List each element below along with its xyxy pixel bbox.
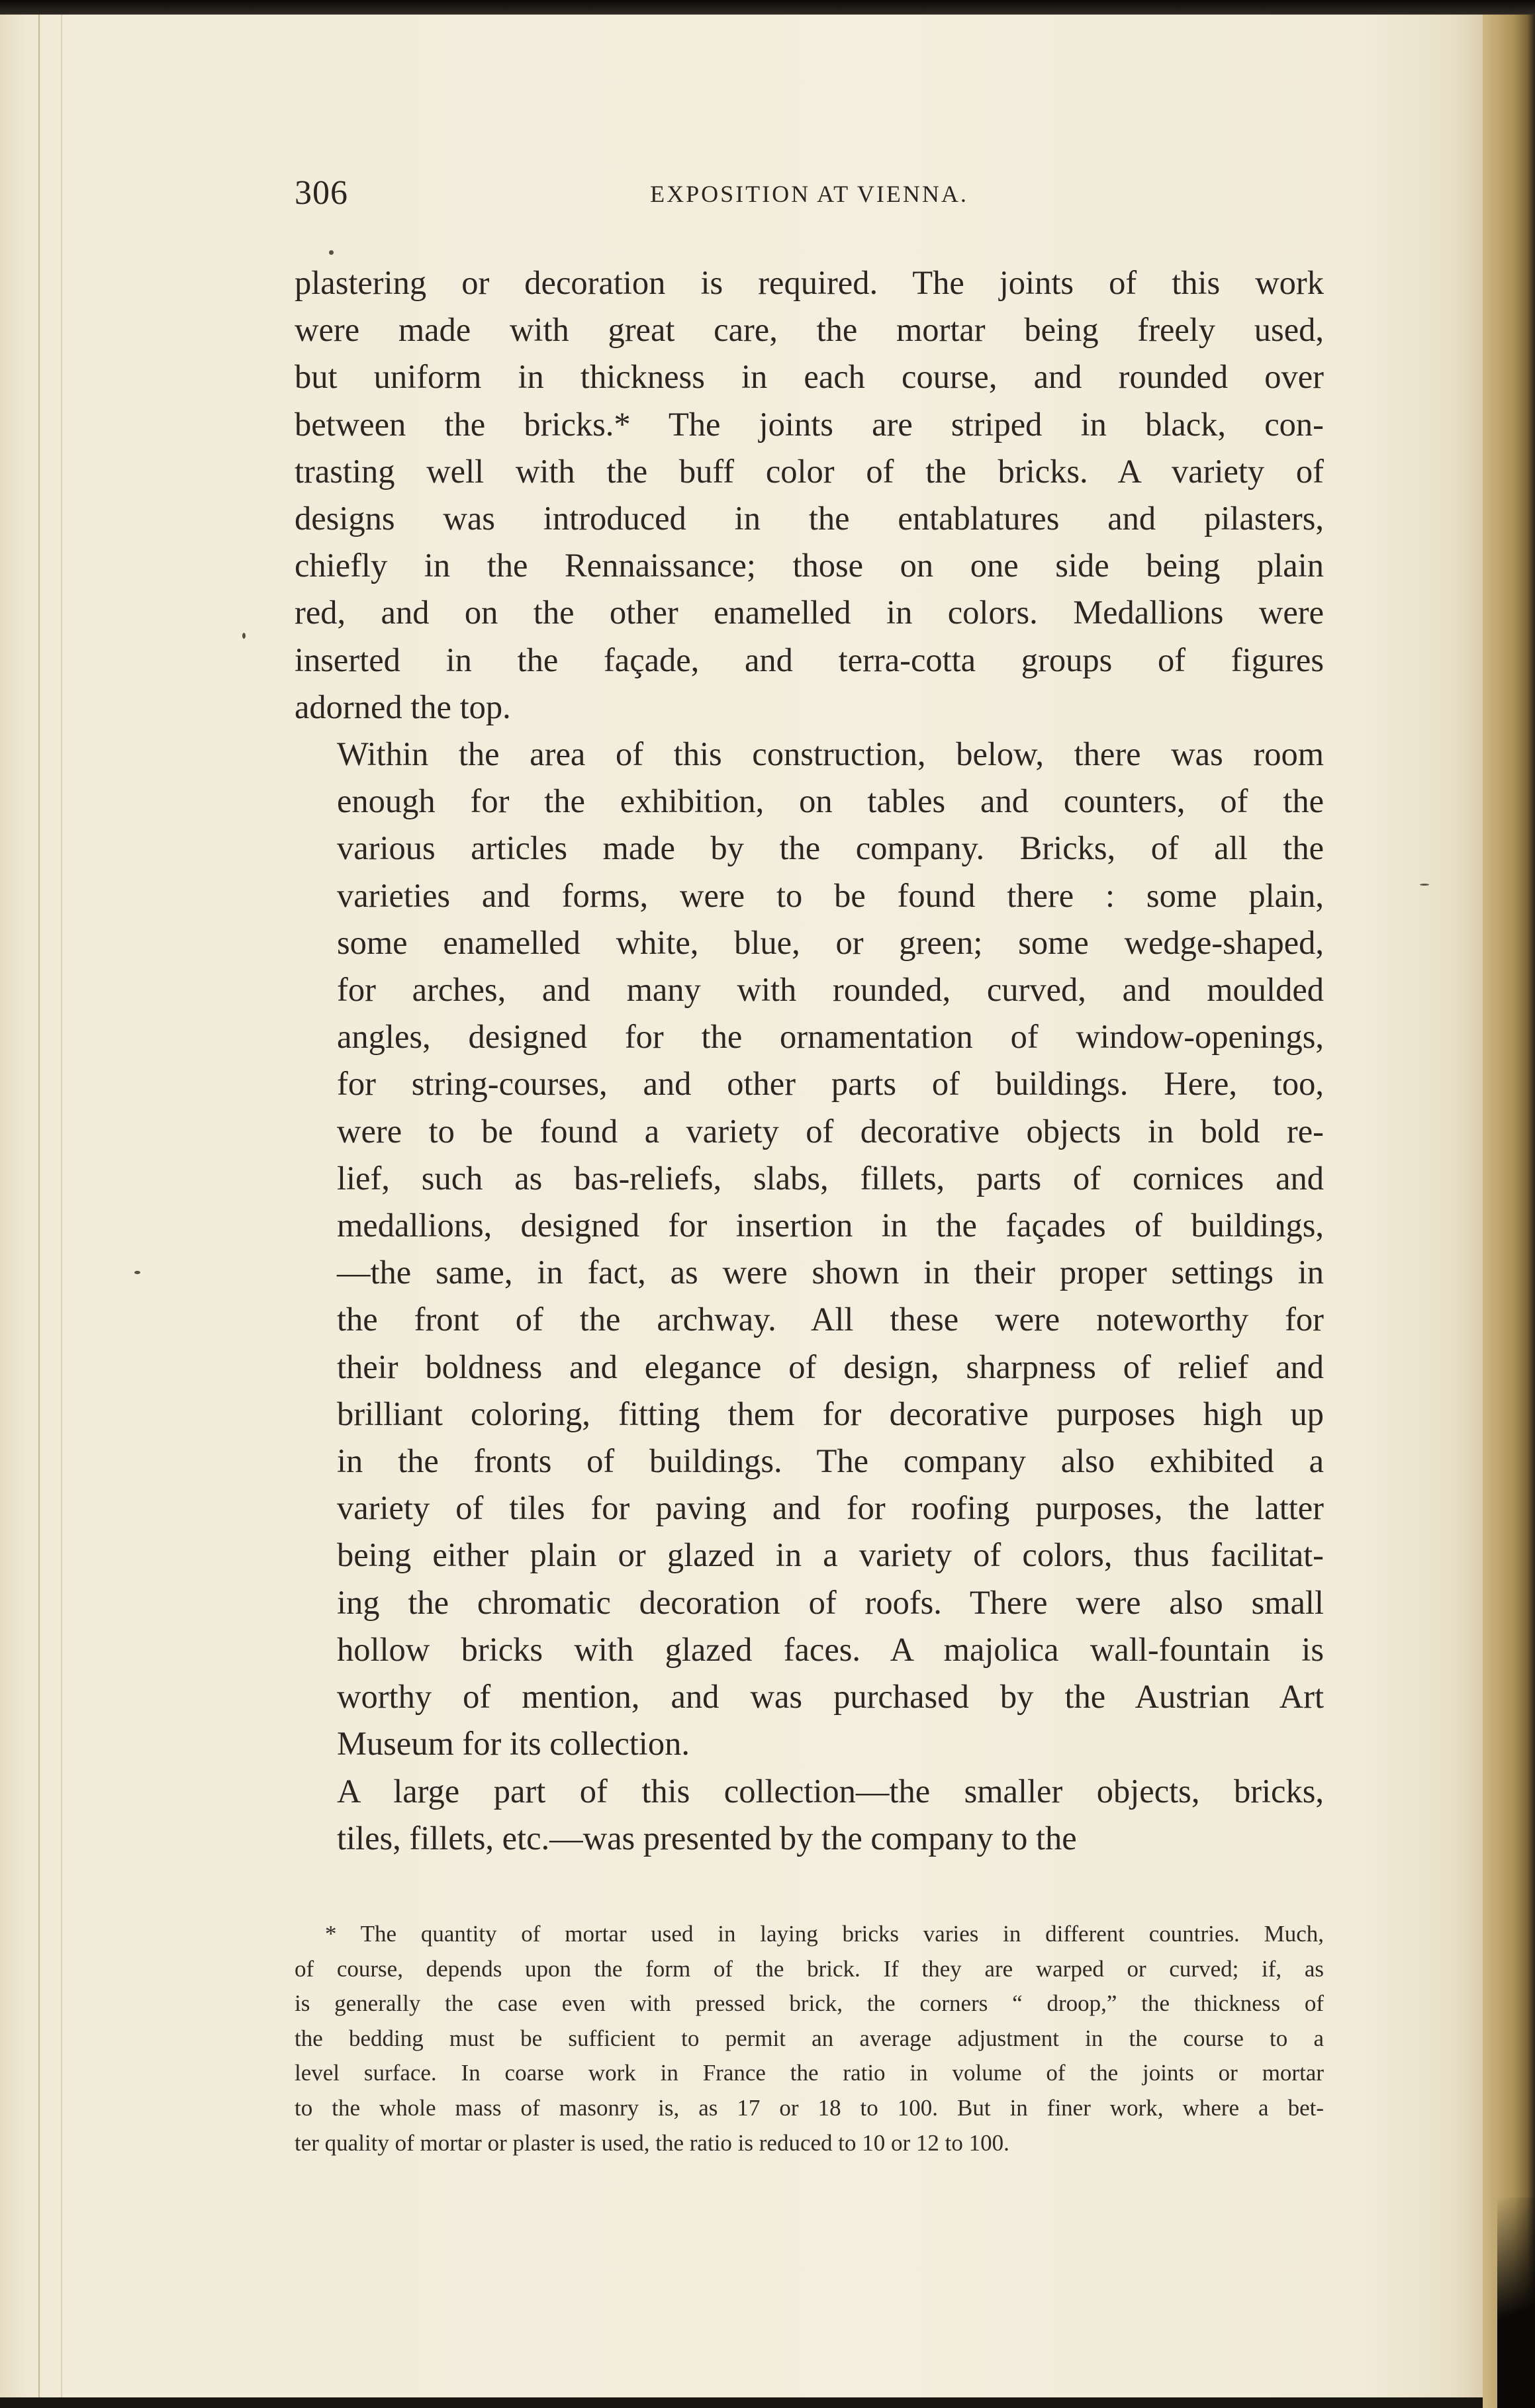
- text-line: adorned the top.: [295, 688, 511, 725]
- text-line: various articles made by the company. Bricks, of all the: [337, 829, 1324, 867]
- text-line: designs was introduced in the entablatures and pilasters,: [295, 500, 1324, 537]
- ink-fleck: [242, 633, 246, 639]
- ink-fleck: [329, 250, 334, 255]
- text-line: lief, such as bas-reliefs, slabs, fillets, parts of cornices and: [337, 1159, 1324, 1197]
- text-line: inserted in the façade, and terra-cotta groups of figures: [295, 641, 1324, 678]
- text-line: their boldness and elegance of design, sharpness of relief and: [337, 1348, 1324, 1385]
- body-text: [295, 259, 1324, 1862]
- text-line: angles, designed for the ornamentation of window-openings,: [337, 1018, 1324, 1056]
- text-line: hollow bricks with glazed faces. A majolica wall-fountain is: [337, 1630, 1324, 1668]
- text-line: enough for the exhibition, on tables and counters, of the: [337, 782, 1324, 820]
- footnote-line: ter quality of mortar or plaster is used, the ratio is reduced to 10 or 12 to 100.: [295, 2129, 1009, 2156]
- text-line: ing the chromatic decoration of roofs. There were also small: [337, 1583, 1324, 1621]
- text-line: trasting well with the buff color of the bricks. A variety of: [295, 452, 1324, 490]
- text-line: some enamelled white, blue, or green; some wedge-shaped,: [337, 923, 1324, 961]
- footnote-line: * The quantity of mortar used in laying bricks varies in different countries. Much,: [325, 1921, 1324, 1947]
- text-line: A large part of this collection—the smaller objects, bricks,: [337, 1772, 1324, 1810]
- text-line: varieties and forms, were to be found there : some plain,: [337, 876, 1324, 914]
- text-line: Within the area of this construction, below, there was room: [337, 735, 1324, 773]
- paragraph: [295, 259, 1324, 731]
- text-line: chiefly in the Rennaissance; those on one side being plain: [295, 547, 1324, 584]
- book-edge-shadow: [1497, 2198, 1535, 2408]
- page-number: 306: [295, 174, 348, 212]
- footnote-line: of course, depends upon the form of the brick. If they are warped or curved; if, as: [295, 1955, 1324, 1982]
- text-line: brilliant coloring, fitting them for decorative purposes high up: [337, 1395, 1324, 1432]
- paragraph: [295, 731, 1324, 1767]
- text-line: red, and on the other enamelled in colors. Medallions were: [295, 594, 1324, 631]
- text-line: Museum for its collection.: [337, 1725, 690, 1763]
- footnote-line: is generally the case even with pressed brick, the corners “ droop,” the thickness of: [295, 1990, 1324, 2017]
- text-line: in the fronts of buildings. The company also exhibited a: [337, 1442, 1324, 1480]
- gutter-line: [61, 15, 62, 2397]
- running-title: EXPOSITION AT VIENNA.: [650, 181, 968, 207]
- text-line: between the bricks.* The joints are striped in black, con-: [295, 405, 1324, 443]
- footnote-line: the bedding must be sufficient to permit an average adjustment in the course to a: [295, 2025, 1324, 2051]
- text-line: tiles, fillets, etc.—was presented by the company to the: [337, 1819, 1077, 1857]
- ink-fleck: [1420, 884, 1429, 886]
- page-header: [295, 173, 1324, 220]
- text-line: were to be found a variety of decorative objects in bold re-: [337, 1112, 1324, 1150]
- footnote: [295, 1917, 1324, 2160]
- text-line: for arches, and many with rounded, curved, and moulded: [337, 971, 1324, 1009]
- ink-fleck: [134, 1271, 140, 1274]
- footnote-line: to the whole mass of masonry is, as 17 or 18 to 100. But in finer work, where a bet-: [295, 2094, 1324, 2121]
- paragraph: [295, 1768, 1324, 1862]
- text-line: worthy of mention, and was purchased by the Austrian Art: [337, 1678, 1324, 1716]
- book-edge-right: [1483, 15, 1535, 2408]
- text-line: plastering or decoration is required. The joints of this work: [295, 264, 1324, 301]
- text-line: —the same, in fact, as were shown in their proper settings in: [337, 1254, 1324, 1291]
- gutter-line: [38, 15, 40, 2397]
- text-line: medallions, designed for insertion in the façades of buildings,: [337, 1207, 1324, 1244]
- text-line: the front of the archway. All these were noteworthy for: [337, 1301, 1324, 1338]
- footnote-line: level surface. In coarse work in France the ratio in volume of the joints or mortar: [295, 2060, 1324, 2086]
- text-line: being either plain or glazed in a variety of colors, thus facilitat-: [337, 1536, 1324, 1574]
- text-line: variety of tiles for paving and for roofing purposes, the latter: [337, 1489, 1324, 1527]
- text-line: but uniform in thickness in each course, and rounded over: [295, 358, 1324, 396]
- text-line: were made with great care, the mortar being freely used,: [295, 311, 1324, 349]
- text-line: for string-courses, and other parts of buildings. Here, too,: [337, 1065, 1324, 1103]
